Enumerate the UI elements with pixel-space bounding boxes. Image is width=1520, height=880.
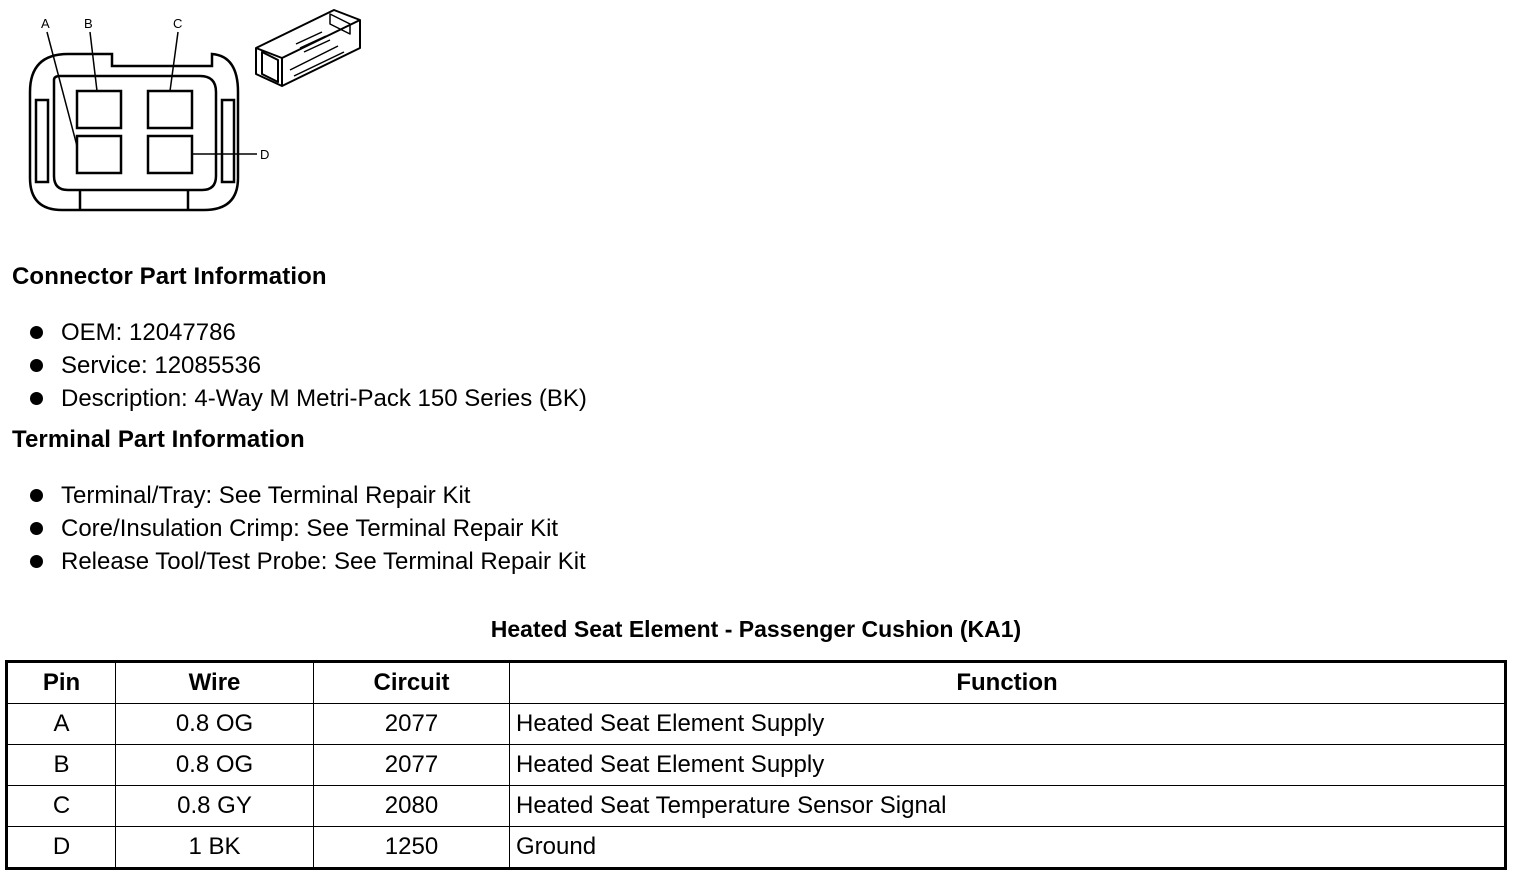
cell-wire: 0.8 OG — [116, 704, 314, 745]
cavity-d — [148, 136, 192, 173]
connector-part-info-heading: Connector Part Information — [12, 263, 327, 290]
leader-c — [170, 32, 178, 91]
bullet-icon — [30, 392, 43, 405]
left-rail — [36, 100, 48, 182]
table-row — [7, 827, 1506, 869]
terminal-part-info-heading: Terminal Part Information — [12, 426, 305, 453]
cell-pin: C — [7, 786, 116, 827]
cell-circuit: 2077 — [314, 745, 510, 786]
pin-label-d: D — [260, 147, 270, 162]
cell-wire: 0.8 GY — [116, 786, 314, 827]
cell-function: Ground — [510, 827, 1506, 869]
cell-circuit: 1250 — [314, 827, 510, 869]
connector-3d-view — [256, 10, 360, 86]
bullet-icon — [30, 555, 43, 568]
cell-wire: 0.8 OG — [116, 745, 314, 786]
cell-pin: B — [7, 745, 116, 786]
list-item-text: Core/Insulation Crimp: See Terminal Repair Kit — [61, 515, 559, 542]
cell-function: Heated Seat Temperature Sensor Signal — [510, 786, 1506, 827]
table-title: Heated Seat Element - Passenger Cushion (KA1) — [490, 616, 1022, 642]
table-header-row — [7, 662, 1506, 704]
right-rail — [222, 100, 234, 182]
pin-label-b: B — [84, 16, 93, 31]
bullet-icon — [30, 489, 43, 502]
leader-b — [90, 32, 97, 91]
bullet-icon — [30, 359, 43, 372]
pin-label-a: A — [41, 16, 50, 31]
bottom-latch — [80, 190, 188, 210]
pin-label-c: C — [173, 16, 183, 31]
cell-wire: 1 BK — [116, 827, 314, 869]
cavity-a — [77, 136, 121, 173]
header-wire: Wire — [116, 662, 314, 704]
cell-function: Heated Seat Element Supply — [510, 704, 1506, 745]
list-item-text: Terminal/Tray: See Terminal Repair Kit — [61, 482, 471, 509]
leader-a — [47, 32, 77, 146]
table-row — [7, 745, 1506, 786]
bullet-icon — [30, 522, 43, 535]
connector-diagram — [0, 0, 380, 225]
table-row — [7, 786, 1506, 827]
pinout-table — [5, 660, 1507, 870]
cavity-c — [148, 91, 192, 128]
cell-function: Heated Seat Element Supply — [510, 745, 1506, 786]
list-item-text: OEM: 12047786 — [61, 319, 236, 346]
cell-circuit: 2077 — [314, 704, 510, 745]
header-circuit: Circuit — [314, 662, 510, 704]
cavity-b — [77, 91, 121, 128]
header-function: Function — [510, 662, 1506, 704]
list-item-text: Service: 12085536 — [61, 352, 262, 379]
bullet-icon — [30, 326, 43, 339]
cell-circuit: 2080 — [314, 786, 510, 827]
header-pin: Pin — [7, 662, 116, 704]
list-item-text: Description: 4-Way M Metri-Pack 150 Series (BK) — [61, 385, 587, 412]
list-item-text: Release Tool/Test Probe: See Terminal Repair Kit — [61, 548, 586, 575]
table-row — [7, 704, 1506, 745]
cell-pin: D — [7, 827, 116, 869]
cell-pin: A — [7, 704, 116, 745]
